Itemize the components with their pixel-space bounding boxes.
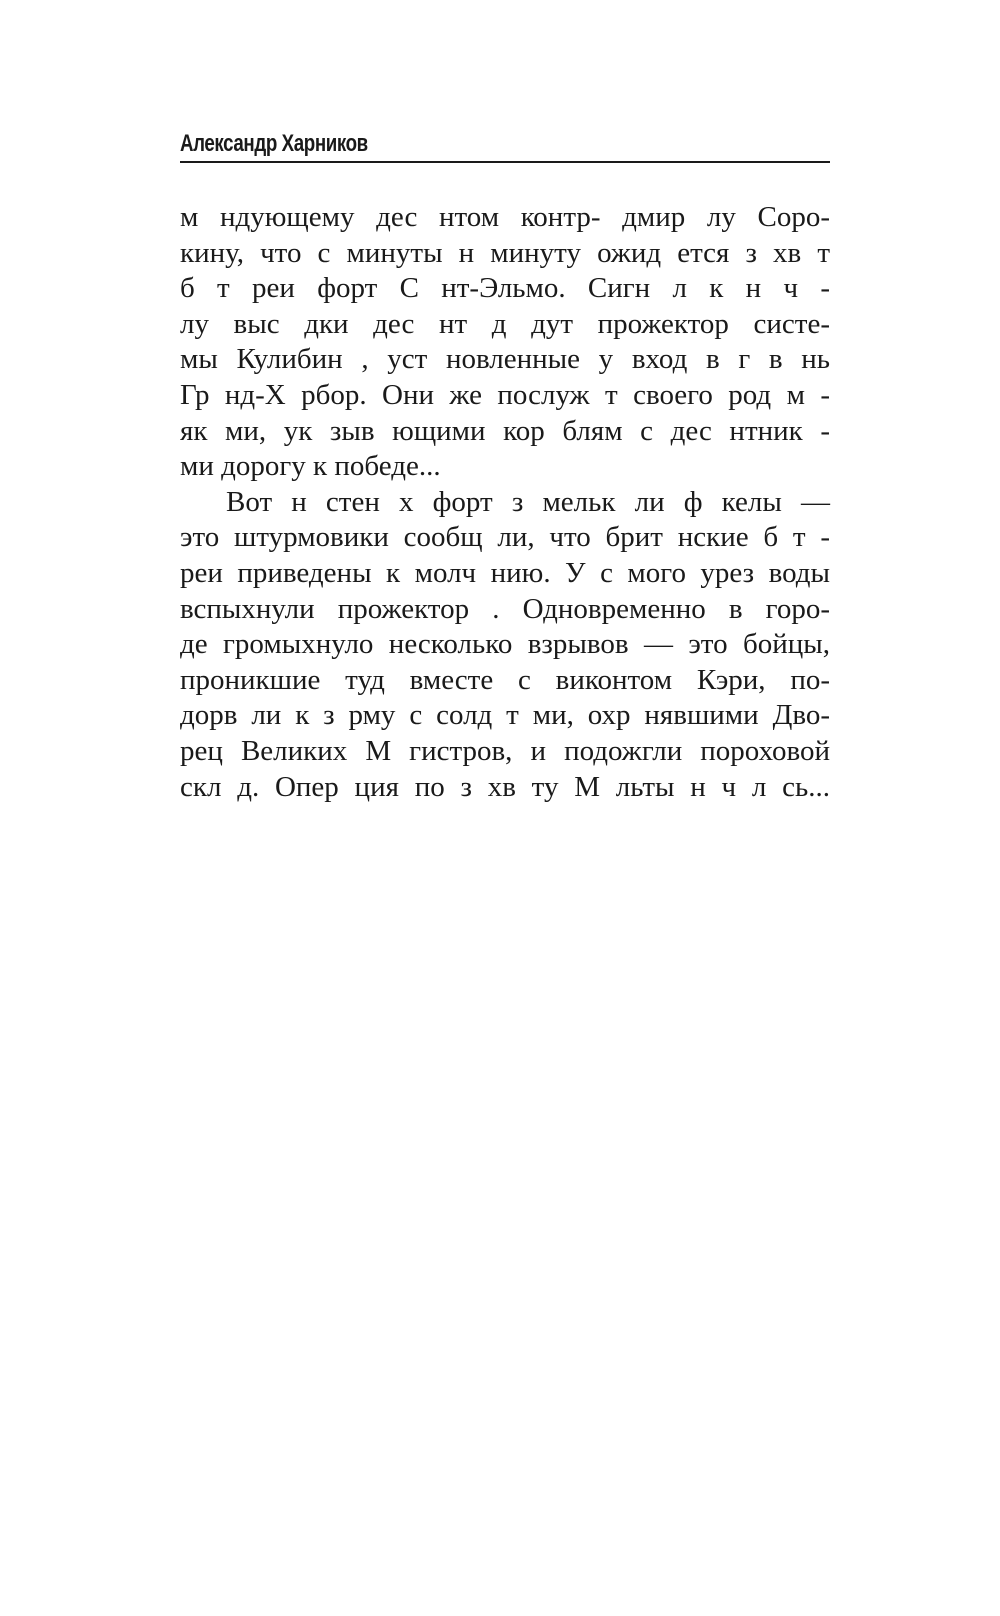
text-line: скл д. Опер ция по з хв ту М льты н ч л сь...: [180, 770, 830, 803]
text-line: Гр нд-Х рбор. Они же послуж т своего род м -: [180, 378, 830, 411]
text-line: реи приведены к молч нию. У с мого урез воды: [180, 556, 830, 589]
text-line: б т реи форт С нт-Эльмо. Сигн л к н ч -: [180, 272, 830, 305]
header-rule: [180, 161, 830, 163]
text-line: Вот н стен х форт з мельк ли ф келы —: [226, 485, 830, 518]
paragraph-2: [180, 485, 830, 805]
text-line: дорв ли к з рму с солд т ми, охр нявшими Дво-: [180, 699, 830, 732]
text-line: кину, что с минуты н минуту ожид ется з хв т: [180, 236, 830, 269]
text-line: як ми, ук зыв ющими кор блям с дес нтник -: [180, 414, 830, 447]
text-line: вспыхнули прожектор . Одновременно в горо-: [180, 592, 830, 625]
text-line: де громыхнуло несколько взрывов — это бойцы,: [180, 628, 830, 661]
text-line: лу выс дки дес нт д дут прожектор систе-: [180, 307, 830, 340]
author-name: Александр Харников: [180, 130, 368, 157]
paragraph-1: [180, 200, 830, 485]
text-line: м ндующему дес нтом контр- дмир лу Соро-: [180, 201, 830, 233]
text-line: мы Кулибин , уст новленные у вход в г в нь: [180, 343, 830, 376]
running-head: [180, 124, 830, 164]
text-line: рец Великих М гистров, и подожгли пороховой: [180, 734, 830, 767]
text-line: ми дорогу к победе...: [180, 450, 441, 483]
body-text: [180, 200, 830, 805]
text-line: проникшие туд вместе с виконтом Кэри, по-: [180, 663, 830, 696]
text-line: это штурмовики сообщ ли, что брит нские б т -: [180, 521, 830, 554]
